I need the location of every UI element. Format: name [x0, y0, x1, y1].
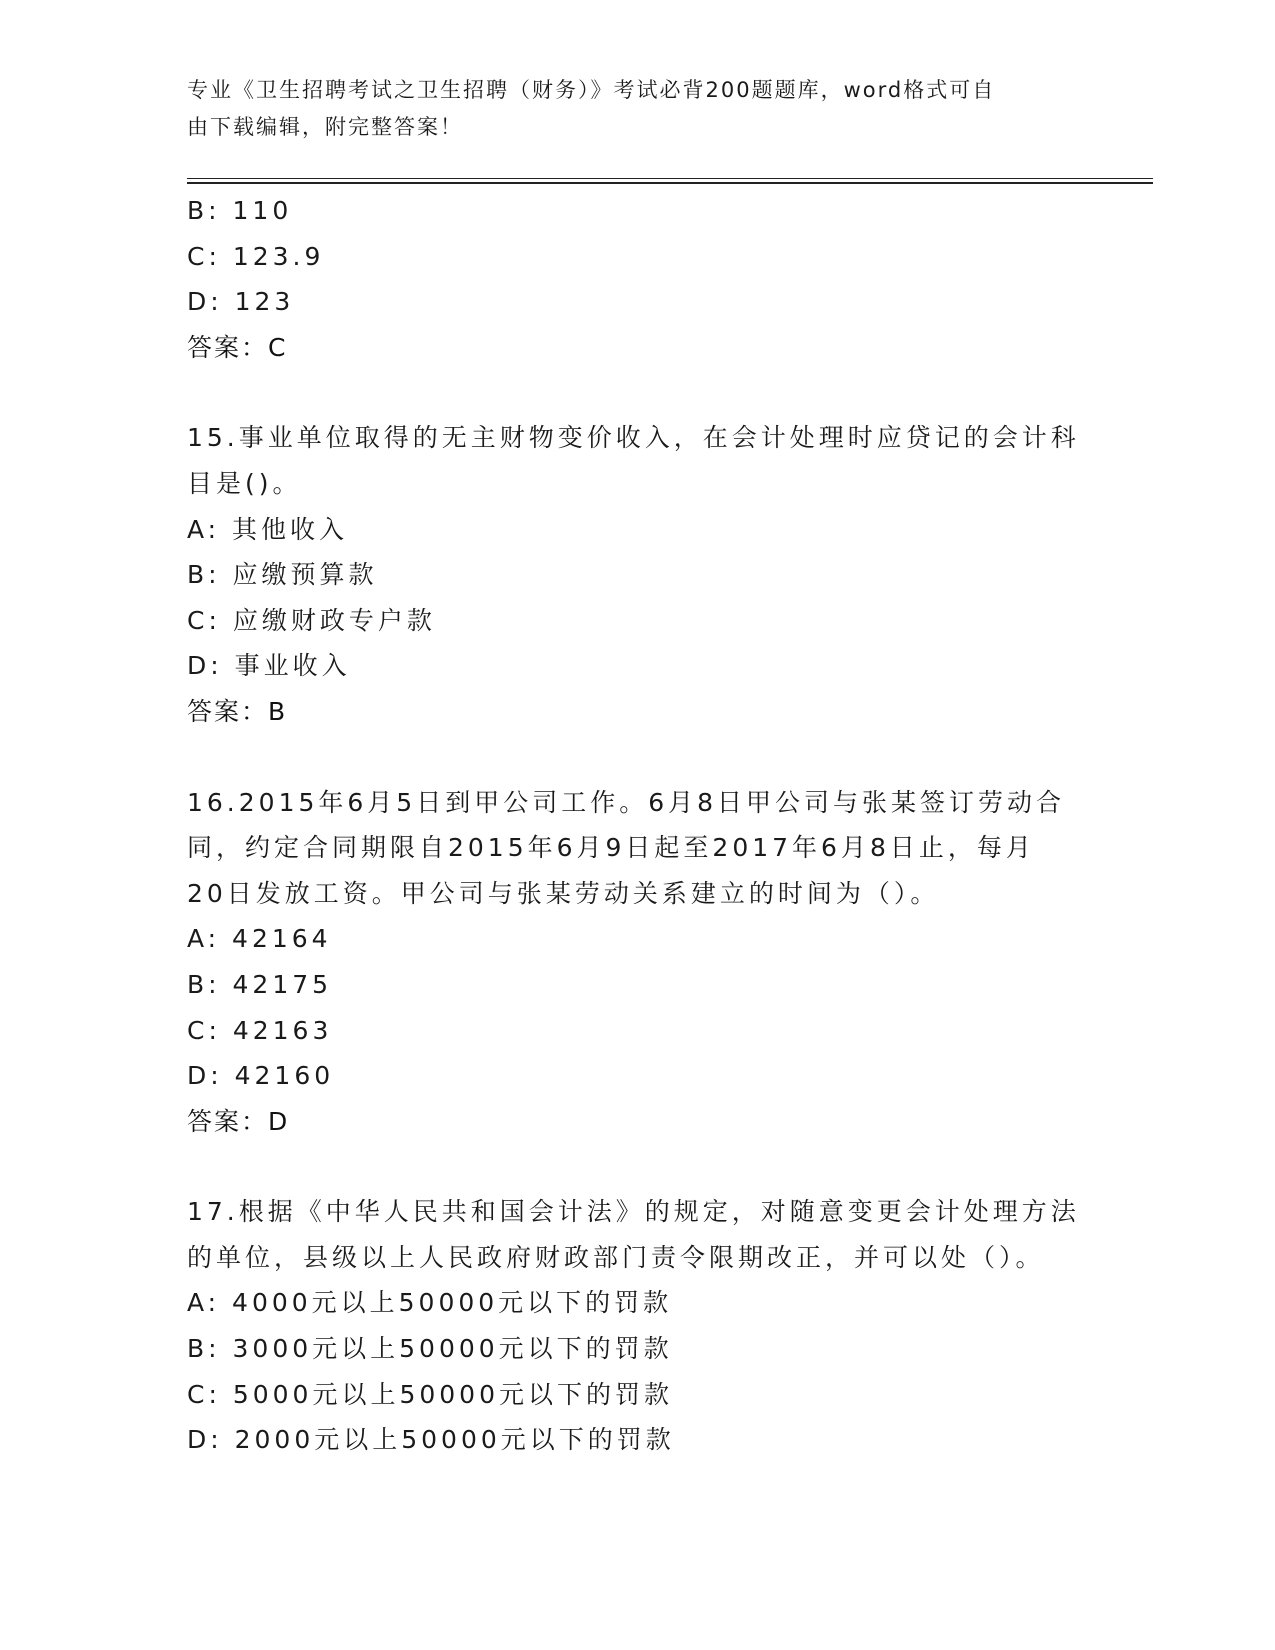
spacer [187, 1144, 1087, 1189]
option-b: B: 应缴预算款 [187, 560, 378, 590]
option-b: B: 3000元以上50000元以下的罚款 [187, 1334, 673, 1364]
header-line-2: 由下载编辑，附完整答案！ [187, 115, 463, 139]
option-c: C: 123.9 [187, 241, 325, 271]
spacer [187, 370, 1087, 415]
option-b: B: 110 [187, 196, 293, 225]
header-divider-thin [187, 178, 1153, 179]
option-d: D: 123 [187, 287, 295, 317]
option-b: B: 42175 [187, 969, 333, 999]
question-17 [187, 1189, 1087, 1463]
question-stem-line: 目是()。 [187, 468, 302, 498]
question-stem-line: 17.根据《中华人民共和国会计法》的规定，对随意变更会计处理方法 [187, 1197, 1080, 1227]
option-a: A: 其他收入 [187, 514, 349, 544]
option-d: D: 事业收入 [187, 651, 351, 681]
question-stem-line: 同，约定合同期限自2015年6月9日起至2017年6月8日止，每月 [187, 833, 1035, 863]
question-stem-line: 的单位，县级以上人民政府财政部门责令限期改正，并可以处（）。 [187, 1242, 1045, 1272]
spacer [187, 735, 1087, 780]
answer-line: 答案：C [187, 332, 288, 362]
question-16 [187, 780, 1087, 1145]
question-stem-line: 15.事业单位取得的无主财物变价收入，在会计处理时应贷记的会计科 [187, 423, 1080, 453]
question-stem-line: 20日发放工资。甲公司与张某劳动关系建立的时间为（）。 [187, 878, 940, 908]
header-line-1: 专业《卫生招聘考试之卫生招聘（财务）》考试必背200题题库，word格式可自 [187, 78, 996, 102]
option-d: D: 42160 [187, 1061, 335, 1091]
question-stem-line: 16.2015年6月5日到甲公司工作。6月8日甲公司与张某签订劳动合 [187, 787, 1066, 817]
option-a: A: 42164 [187, 924, 332, 954]
document-body [187, 188, 1087, 1463]
header-divider-thick [187, 182, 1153, 184]
answer-line: 答案：D [187, 1106, 290, 1136]
option-c: C: 5000元以上50000元以下的罚款 [187, 1379, 673, 1409]
question-carry-over [187, 188, 1087, 370]
question-15 [187, 415, 1087, 734]
document-header [187, 72, 1067, 146]
answer-line: 答案：B [187, 696, 288, 726]
option-a: A: 4000元以上50000元以下的罚款 [187, 1288, 673, 1318]
option-d: D: 2000元以上50000元以下的罚款 [187, 1425, 675, 1455]
option-c: C: 应缴财政专户款 [187, 605, 436, 635]
option-c: C: 42163 [187, 1015, 333, 1045]
